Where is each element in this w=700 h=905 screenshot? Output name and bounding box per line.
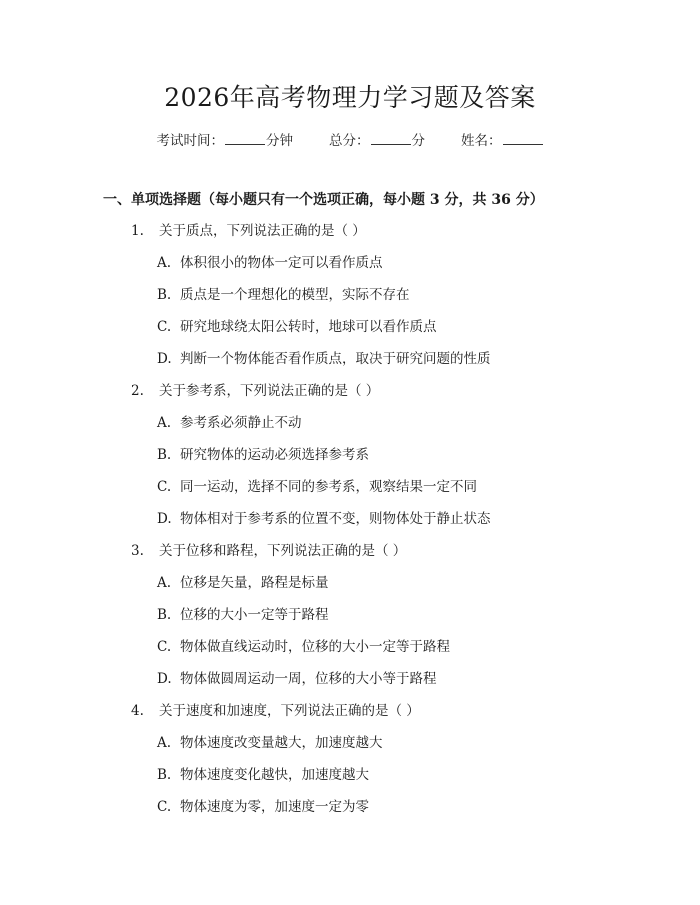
total-score-field: [329, 131, 425, 151]
question-number: 3.: [131, 543, 144, 559]
question-text: 关于位移和路程，下列说法正确的是（ ）: [159, 543, 407, 559]
student-name-label: 姓名：: [461, 133, 502, 149]
option-text: 质点是一个理想化的模型，实际不存在: [180, 287, 410, 303]
question-3-option-b: [0, 605, 700, 637]
option-letter: A.: [157, 255, 172, 271]
option-letter: D.: [157, 671, 172, 687]
question-number: 4.: [131, 703, 144, 719]
option-letter: D.: [157, 351, 172, 367]
question-1-option-b: [0, 285, 700, 317]
question-2-option-d: [0, 509, 700, 541]
option-letter: C.: [157, 319, 172, 335]
question-1: [0, 221, 700, 253]
exam-time-label: 考试时间：: [156, 133, 224, 149]
exam-time-unit: 分钟: [266, 133, 293, 149]
question-3-option-d: [0, 669, 700, 701]
question-text: 关于参考系，下列说法正确的是（ ）: [159, 383, 380, 399]
option-text: 物体速度为零，加速度一定为零: [180, 799, 369, 815]
option-letter: B.: [157, 767, 172, 783]
option-letter: C.: [157, 479, 172, 495]
option-letter: C.: [157, 799, 172, 815]
option-text: 物体速度变化越快，加速度越大: [180, 767, 369, 783]
question-1-option-c: [0, 317, 700, 349]
option-text: 参考系必须静止不动: [180, 415, 302, 431]
question-2-option-b: [0, 445, 700, 477]
option-text: 物体相对于参考系的位置不变，则物体处于静止状态: [180, 511, 491, 527]
question-2: [0, 381, 700, 413]
option-text: 物体做直线运动时，位移的大小一定等于路程: [180, 639, 450, 655]
option-text: 体积很小的物体一定可以看作质点: [180, 255, 383, 271]
option-text: 物体速度改变量越大，加速度越大: [180, 735, 383, 751]
question-4-option-c: [0, 797, 700, 829]
option-text: 位移的大小一定等于路程: [180, 607, 329, 623]
option-text: 研究物体的运动必须选择参考系: [180, 447, 369, 463]
question-3-option-a: [0, 573, 700, 605]
option-letter: A.: [157, 735, 172, 751]
question-number: 2.: [131, 383, 144, 399]
exam-time-field: [157, 131, 294, 151]
total-score-unit: 分: [411, 133, 425, 149]
question-list: [0, 221, 700, 829]
option-letter: B.: [157, 447, 172, 463]
option-letter: A.: [157, 415, 172, 431]
option-letter: A.: [157, 575, 172, 591]
question-2-option-c: [0, 477, 700, 509]
question-1-option-d: [0, 349, 700, 381]
option-letter: C.: [157, 639, 172, 655]
question-3: [0, 541, 700, 573]
student-name-field: [461, 131, 544, 151]
exam-info-line: [0, 131, 700, 151]
option-text: 位移是矢量，路程是标量: [180, 575, 329, 591]
option-text: 同一运动，选择不同的参考系，观察结果一定不同: [180, 479, 477, 495]
question-3-option-c: [0, 637, 700, 669]
question-1-option-a: [0, 253, 700, 285]
option-text: 判断一个物体能否看作质点，取决于研究问题的性质: [180, 351, 491, 367]
question-text: 关于速度和加速度，下列说法正确的是（ ）: [159, 703, 420, 719]
question-number: 1.: [131, 223, 144, 239]
question-text: 关于质点，下列说法正确的是（ ）: [159, 223, 366, 239]
question-2-option-a: [0, 413, 700, 445]
question-4: [0, 701, 700, 733]
page-title: 2026年高考物理力学习题及答案: [164, 83, 536, 112]
exam-time-blank: [225, 131, 265, 145]
question-4-option-a: [0, 733, 700, 765]
option-letter: D.: [157, 511, 172, 527]
total-score-blank: [371, 131, 411, 145]
student-name-blank: [503, 131, 543, 145]
question-4-option-b: [0, 765, 700, 797]
option-letter: B.: [157, 607, 172, 623]
option-letter: B.: [157, 287, 172, 303]
section-heading: 一、单项选择题（每小题只有一个选项正确，每小题 3 分，共 36 分）: [103, 192, 544, 208]
option-text: 研究地球绕太阳公转时，地球可以看作质点: [180, 319, 437, 335]
total-score-label: 总分：: [329, 133, 370, 149]
option-text: 物体做圆周运动一周，位移的大小等于路程: [180, 671, 437, 687]
